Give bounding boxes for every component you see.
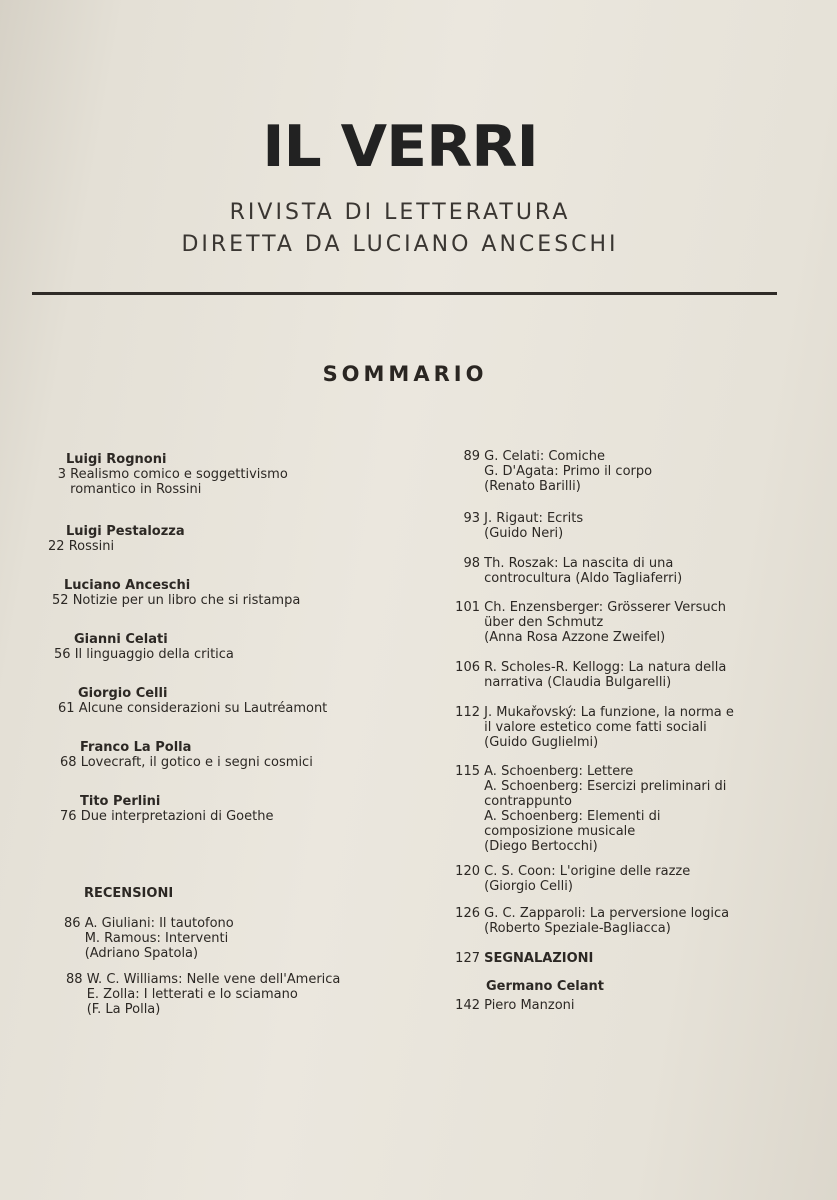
toc-page-number: 52 — [52, 593, 69, 608]
toc-page-number: 56 — [54, 647, 71, 662]
toc-entry — [451, 979, 604, 1013]
toc-page-number: 142 — [455, 998, 480, 1013]
toc-title-line: C. S. Coon: L'origine delle razze — [484, 864, 691, 879]
toc-title-line: G. D'Agata: Primo il corpo — [484, 464, 653, 479]
toc-title-line: Il linguaggio della critica — [74, 647, 234, 662]
toc-page-number: 101 — [455, 600, 480, 615]
toc-title-line: Lovecraft, il gotico e i segni cosmici — [80, 755, 313, 770]
toc-title-line: G. Celati: Comiche — [484, 449, 606, 464]
toc-title-line: Th. Roszak: La nascita di una — [484, 556, 674, 571]
toc-title-line: A. Schoenberg: Lettere — [484, 764, 634, 779]
toc-page-number: 3 — [57, 467, 66, 482]
toc-entry — [451, 705, 734, 750]
toc-title-line: (Renato Barilli) — [484, 479, 581, 494]
toc-page-number: 86 — [64, 916, 81, 931]
toc-entry — [456, 449, 652, 494]
toc-entry-segnalazioni — [451, 951, 593, 966]
toc-page-number: 89 — [463, 449, 480, 464]
toc-title-line: (Roberto Speziale-Bagliacca) — [484, 921, 671, 936]
toc-entry — [57, 452, 288, 497]
toc-title-line: A. Giuliani: Il tautofono — [84, 916, 234, 931]
toc-title-line: (Adriano Spatola) — [84, 946, 199, 961]
toc-title-line: (F. La Polla) — [86, 1002, 161, 1017]
toc-page-number: 112 — [455, 705, 480, 720]
toc-title-line: M. Ramous: Interventi — [84, 931, 229, 946]
toc-title-line: J. Mukařovský: La funzione, la norma e — [484, 705, 734, 720]
toc-title-line: Ch. Enzensberger: Grösserer Versuch — [484, 600, 727, 615]
toc-title-line: A. Schoenberg: Elementi di — [484, 809, 661, 824]
toc-title-line: (Giorgio Celli) — [484, 879, 573, 894]
header-rule — [32, 292, 777, 295]
toc-entry — [60, 740, 313, 770]
toc-title-line: Piero Manzoni — [484, 998, 575, 1013]
journal-title: IL VERRI — [262, 113, 538, 181]
toc-page-number: 126 — [455, 906, 480, 921]
toc-title-line: composizione musicale — [484, 824, 636, 839]
toc-entry — [451, 600, 726, 645]
toc-page-number: 127 — [455, 951, 480, 966]
toc-title-line: G. C. Zapparoli: La perversione logica — [484, 906, 730, 921]
toc-title-line: (Guido Neri) — [484, 526, 564, 541]
toc-title-line: über den Schmutz — [484, 615, 604, 630]
toc-page-number: 68 — [60, 755, 77, 770]
toc-entry — [58, 686, 328, 716]
toc-page-number: 88 — [66, 972, 83, 987]
toc-title-line: narrativa (Claudia Bulgarelli) — [484, 675, 672, 690]
toc-entry — [451, 906, 729, 936]
toc-author: Luigi Rognoni — [66, 452, 167, 467]
toc-page-number: 120 — [455, 864, 480, 879]
toc-title-line: Realismo comico e soggettivismo — [70, 467, 288, 482]
toc-author: Gianni Celati — [74, 632, 168, 647]
toc-title-line: Rossini — [68, 539, 115, 554]
toc-title-line: J. Rigaut: Ecrits — [484, 511, 584, 526]
toc-page-number: 115 — [455, 764, 480, 779]
toc-title-line: (Diego Bertocchi) — [484, 839, 598, 854]
toc-page-number: 98 — [463, 556, 480, 571]
toc-entry — [66, 972, 340, 1017]
toc-title-line: E. Zolla: I letterati e lo sciamano — [86, 987, 298, 1002]
toc-title-line: romantico in Rossini — [70, 482, 202, 497]
toc-page-number: 76 — [60, 809, 77, 824]
toc-title-line: il valore estetico come fatti sociali — [484, 720, 707, 735]
toc-title-line: R. Scholes-R. Kellogg: La natura della — [484, 660, 727, 675]
contents-heading: SOMMARIO — [322, 362, 488, 386]
toc-title-line: A. Schoenberg: Esercizi preliminari di — [484, 779, 727, 794]
section-heading-segnalazioni: SEGNALAZIONI — [484, 951, 594, 966]
toc-entry — [52, 578, 301, 608]
journal-editor-line: DIRETTA DA LUCIANO ANCESCHI — [181, 232, 619, 257]
toc-entry — [456, 556, 682, 586]
toc-page-number: 106 — [455, 660, 480, 675]
toc-title-line: contrappunto — [484, 794, 572, 809]
section-heading-recensioni: RECENSIONI — [84, 886, 174, 901]
toc-entry — [456, 511, 583, 541]
toc-title-line: Due interpretazioni di Goethe — [80, 809, 274, 824]
toc-page-number: 22 — [48, 539, 65, 554]
toc-entry — [451, 660, 726, 690]
toc-entry — [64, 916, 234, 961]
toc-title-line: (Anna Rosa Azzone Zweifel) — [484, 630, 666, 645]
toc-entry — [451, 764, 726, 854]
journal-subtitle: RIVISTA DI LETTERATURA — [229, 200, 571, 225]
toc-entry — [60, 794, 274, 824]
toc-title-line: (Guido Guglielmi) — [484, 735, 599, 750]
toc-author: Germano Celant — [486, 979, 604, 994]
toc-author: Franco La Polla — [80, 740, 192, 755]
toc-author: Giorgio Celli — [78, 686, 168, 701]
toc-page-number: 93 — [463, 511, 480, 526]
toc-title-line: controcultura (Aldo Tagliaferri) — [484, 571, 683, 586]
toc-entry — [48, 524, 185, 554]
toc-entry — [451, 864, 690, 894]
toc-entry — [54, 632, 234, 662]
toc-title-line: Notizie per un libro che si ristampa — [72, 593, 301, 608]
toc-title-line: W. C. Williams: Nelle vene dell'America — [86, 972, 341, 987]
toc-author: Luciano Anceschi — [64, 578, 191, 593]
toc-author: Tito Perlini — [80, 794, 161, 809]
toc-title-line: Alcune considerazioni su Lautréamont — [78, 701, 328, 716]
toc-page-number: 61 — [58, 701, 75, 716]
toc-author: Luigi Pestalozza — [66, 524, 185, 539]
